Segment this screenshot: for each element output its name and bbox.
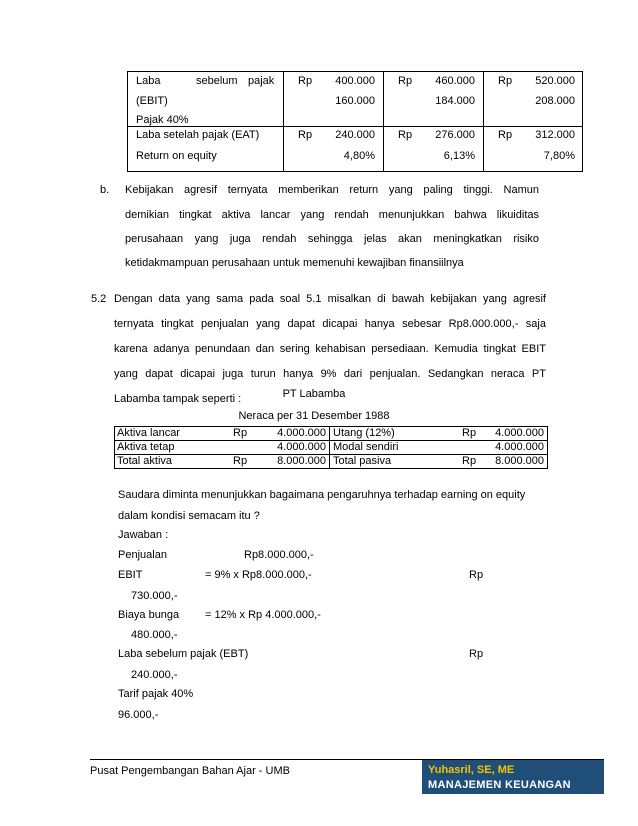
bunga-label: Biaya bunga bbox=[118, 609, 180, 621]
balance-row1-right-rp: Rp bbox=[462, 427, 477, 439]
balance-company: PT Labamba bbox=[282, 388, 346, 400]
row1-v3: 520.000 bbox=[535, 75, 575, 87]
row5-label: Return on equity bbox=[136, 150, 217, 162]
penjualan-value: Rp8.000.000,- bbox=[244, 549, 314, 561]
row2-v2: 184.000 bbox=[435, 95, 475, 107]
footer-course: MANAJEMEN KEUANGAN bbox=[428, 779, 571, 791]
row5-v3: 7,80% bbox=[543, 150, 575, 162]
row1-rp3: Rp bbox=[498, 75, 513, 87]
balance-row3-left-rp: Rp bbox=[233, 455, 248, 467]
balance-row2-left-value: 4.000.000 bbox=[277, 441, 326, 453]
row4-label: Laba setelah pajak (EAT) bbox=[136, 129, 260, 141]
balance-row1-right-label: Utang (12%) bbox=[333, 427, 395, 439]
balance-row3-right-rp: Rp bbox=[462, 455, 477, 467]
row1-label-b: sebelum bbox=[196, 75, 238, 87]
balance-row1-right-value: 4.000.000 bbox=[495, 427, 544, 439]
row4-rp3: Rp bbox=[498, 129, 513, 141]
problem-number: 5.2 bbox=[91, 293, 107, 305]
row2-label: (EBIT) bbox=[136, 95, 168, 107]
answer-title: Jawaban : bbox=[118, 529, 169, 541]
row2-v1: 160.000 bbox=[335, 95, 375, 107]
question-line-1: Saudara diminta menunjukkan bagaimana pengaruhnya terhadap earning on equity bbox=[118, 489, 526, 501]
row4-v1: 240.000 bbox=[335, 129, 375, 141]
question-line-2: dalam kondisi semacam itu ? bbox=[118, 510, 260, 522]
balance-row2-right-value: 4.000.000 bbox=[495, 441, 544, 453]
point-b-line-1: Kebijakan agresif ternyata memberikan return yang paling tinggi. Namun bbox=[125, 184, 539, 196]
row1-label-c: pajak bbox=[248, 75, 275, 87]
penjualan-label: Penjualan bbox=[118, 549, 167, 561]
footer-author-box bbox=[422, 760, 604, 794]
ebit-label: EBIT bbox=[118, 569, 143, 581]
ebit-formula: = 9% x Rp8.000.000,- bbox=[205, 569, 312, 581]
row4-rp1: Rp bbox=[298, 129, 313, 141]
row1-rp2: Rp bbox=[398, 75, 413, 87]
balance-row2-right-label: Modal sendiri bbox=[333, 441, 399, 453]
row2-v3: 208.000 bbox=[535, 95, 575, 107]
row4-v2: 276.000 bbox=[435, 129, 475, 141]
balance-row3-left-label: Total aktiva bbox=[117, 455, 173, 467]
bunga-formula: = 12% x Rp 4.000.000,- bbox=[205, 609, 321, 621]
footer-left-text: Pusat Pengembangan Bahan Ajar - UMB bbox=[90, 765, 290, 777]
row4-rp2: Rp bbox=[398, 129, 413, 141]
balance-row3-right-value: 8.000.000 bbox=[495, 455, 544, 467]
ebt-label: Laba sebelum pajak (EBT) bbox=[118, 648, 249, 660]
row3-label: Pajak 40% bbox=[136, 114, 189, 126]
point-b-line-2: demikian tingkat aktiva lancar yang rendah menunjukkan bahwa likuiditas bbox=[125, 209, 539, 221]
balance-row2-left-label: Aktiva tetap bbox=[117, 441, 175, 453]
row1-v2: 460.000 bbox=[435, 75, 475, 87]
point-b-marker: b. bbox=[100, 184, 110, 196]
balance-row3-right-label: Total pasiva bbox=[333, 455, 392, 467]
bunga-value: 480.000,- bbox=[131, 629, 178, 641]
row1-rp1: Rp bbox=[298, 75, 313, 87]
row5-v1: 4,80% bbox=[343, 150, 375, 162]
point-b-line-3: perusahaan yang juga rendah sehingga jelas akan meningkatkan risiko bbox=[125, 233, 539, 245]
ebt-rp: Rp bbox=[469, 648, 484, 660]
balance-date: Neraca per 31 Desember 1988 bbox=[238, 410, 390, 422]
tarif-label: Tarif pajak 40% bbox=[118, 688, 194, 700]
row1-label-a: Laba bbox=[136, 75, 161, 87]
balance-row1-left-label: Aktiva lancar bbox=[117, 427, 180, 439]
balance-row1-left-rp: Rp bbox=[233, 427, 248, 439]
problem-line-3: karena adanya penundaan dan sering kehabisan persediaan. Kemudia tingkat EBIT bbox=[114, 343, 546, 355]
balance-row3-left-value: 8.000.000 bbox=[277, 455, 326, 467]
balance-row1-left-value: 4.000.000 bbox=[277, 427, 326, 439]
problem-line-4: yang dapat dicapai juga turun hanya 9% dari penjualan. Sedangkan neraca PT bbox=[114, 368, 546, 380]
ebit-rp: Rp bbox=[469, 569, 484, 581]
problem-line-2: ternyata tingkat penjualan yang dapat dicapai hanya sebesar Rp8.000.000,- saja bbox=[114, 318, 546, 330]
row4-v3: 312.000 bbox=[535, 129, 575, 141]
problem-line-1: Dengan data yang sama pada soal 5.1 misalkan di bawah kebijakan yang agresif bbox=[114, 293, 546, 305]
row5-v2: 6,13% bbox=[443, 150, 475, 162]
problem-line-5: Labamba tampak seperti : bbox=[114, 393, 242, 405]
footer-author: Yuhasril, SE, ME bbox=[428, 764, 515, 776]
point-b-line-4: ketidakmampuan perusahaan untuk memenuhi kewajiban finansiilnya bbox=[125, 257, 464, 269]
tarif-value: 96.000,- bbox=[118, 709, 159, 721]
ebit-value: 730.000,- bbox=[131, 590, 178, 602]
row1-v1: 400.000 bbox=[335, 75, 375, 87]
ebt-value: 240.000,- bbox=[131, 669, 178, 681]
